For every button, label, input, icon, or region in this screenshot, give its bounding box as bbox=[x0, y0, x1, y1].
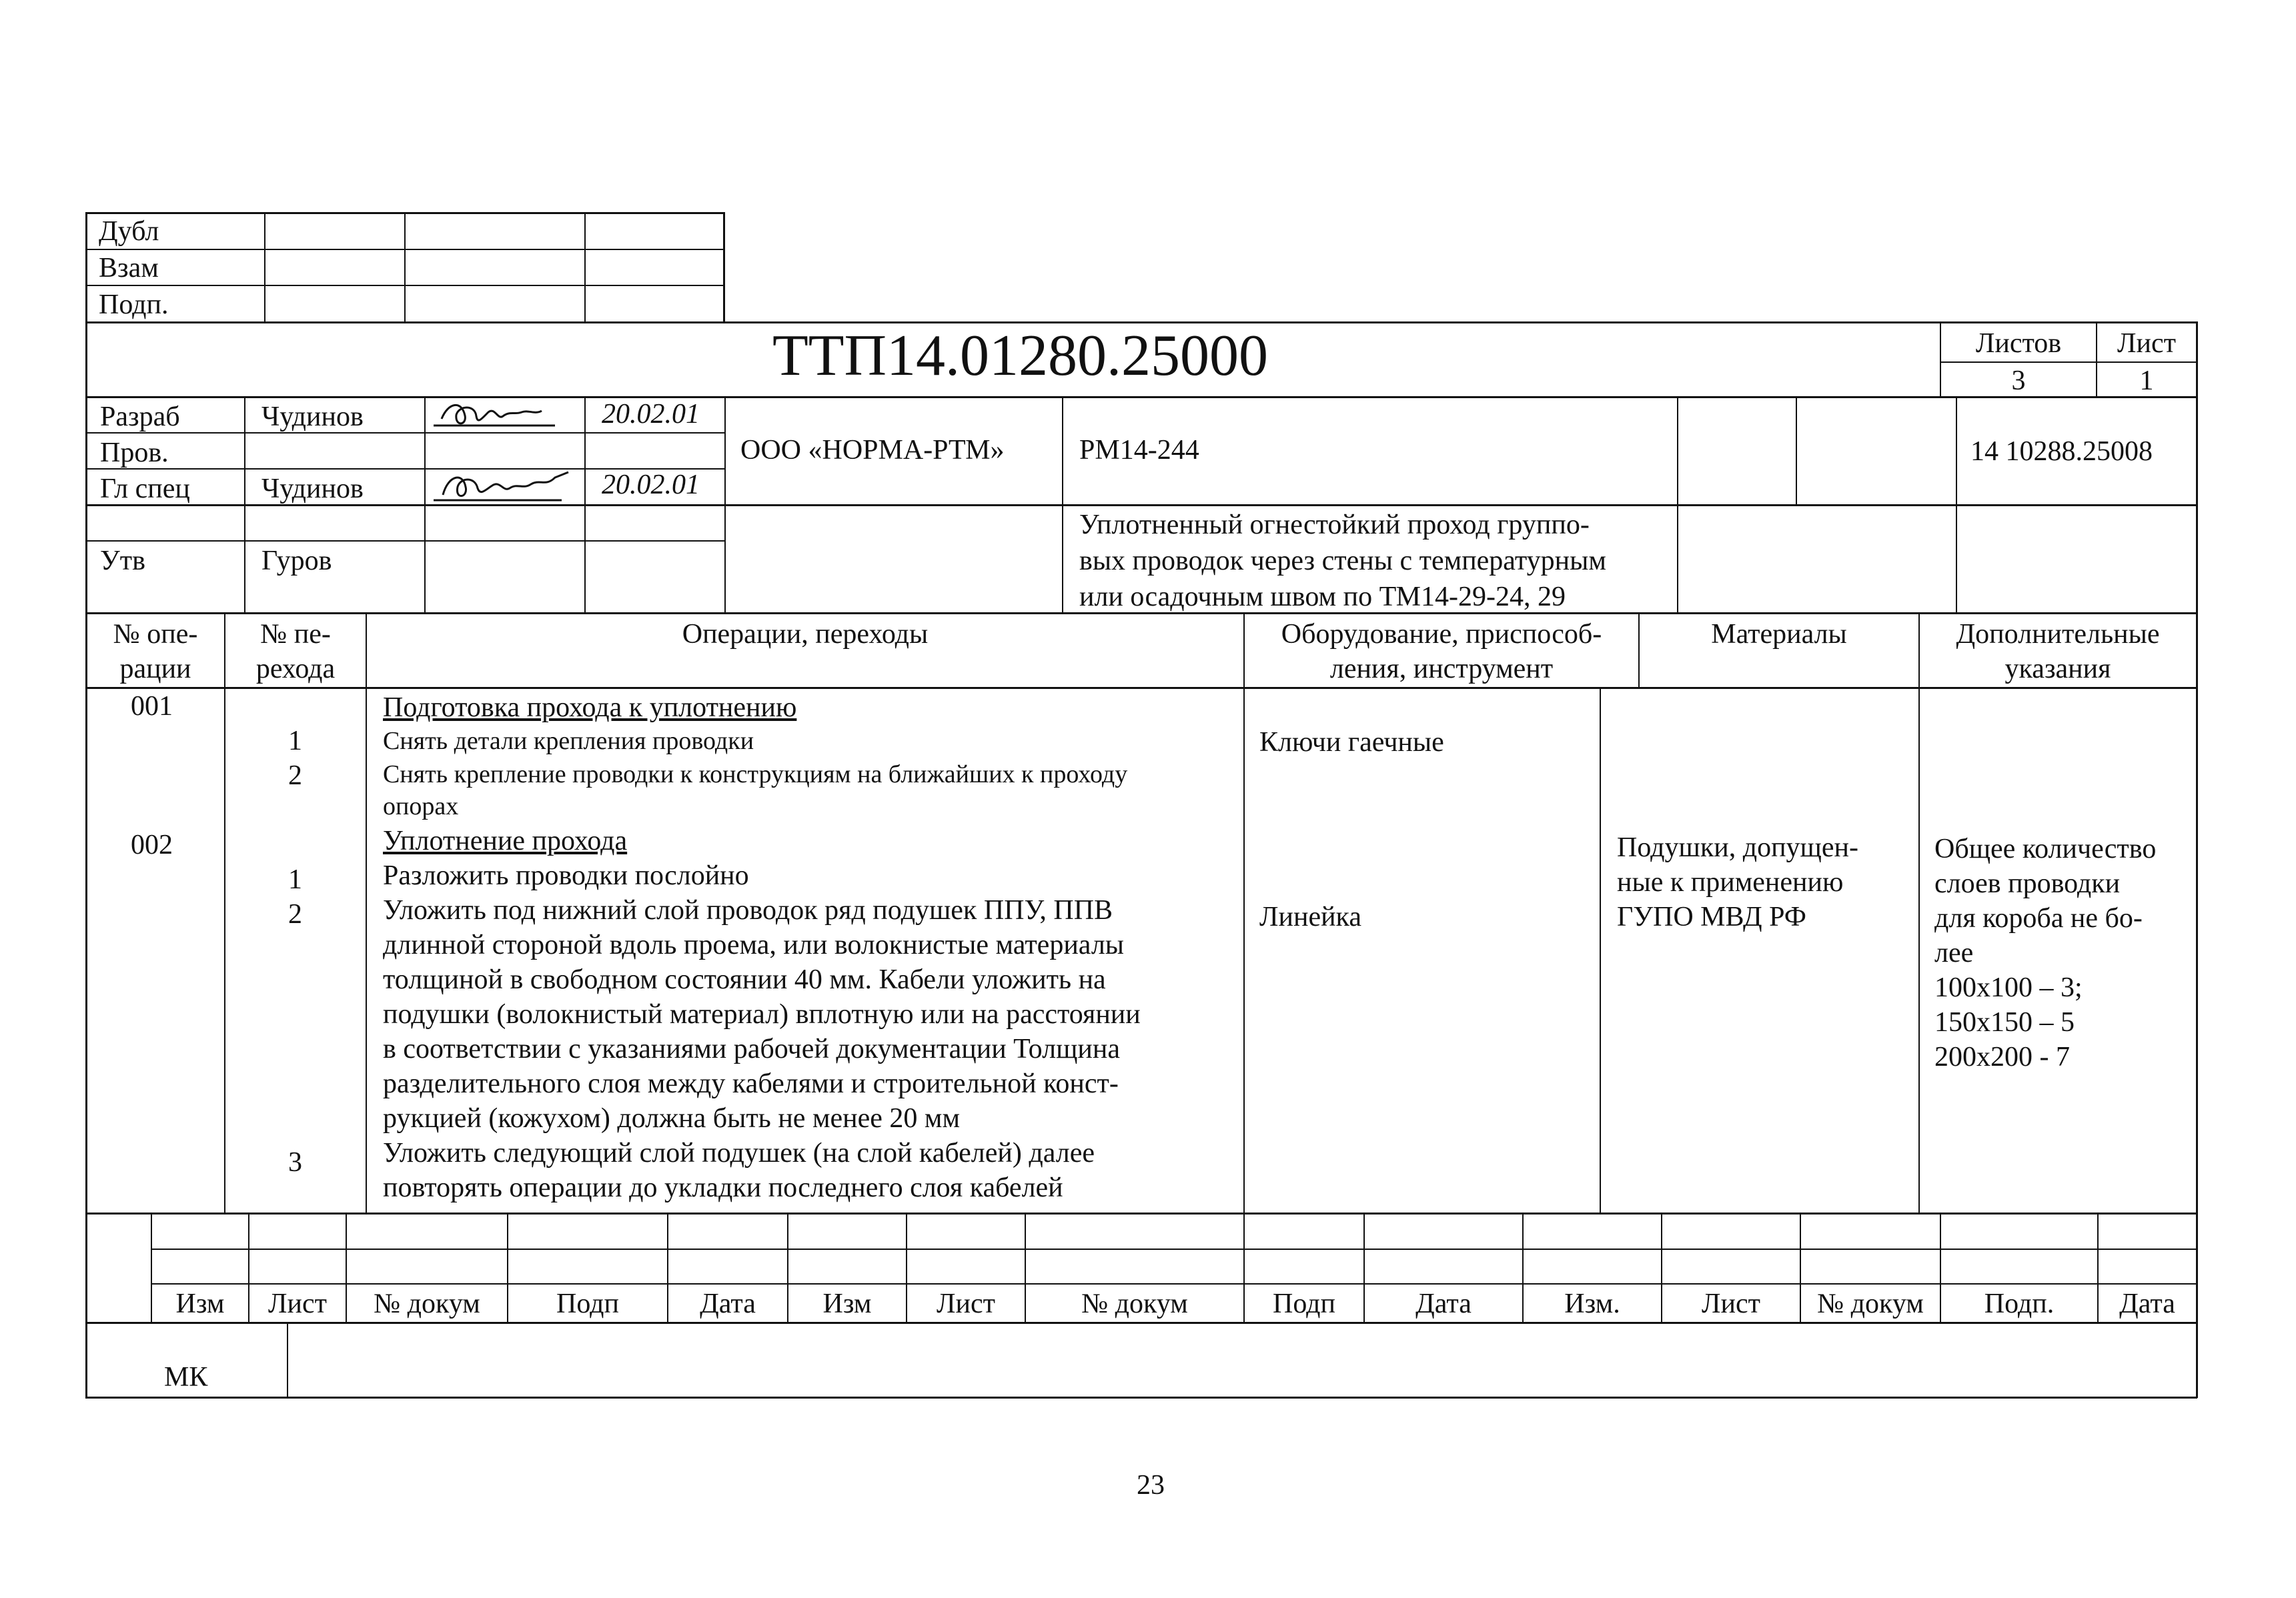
footer-label: № докум bbox=[1817, 1289, 1924, 1319]
header-step-no: рехода bbox=[255, 654, 336, 684]
sheet-label: Лист bbox=[2117, 328, 2176, 359]
footer-label: Изм. bbox=[1564, 1289, 1620, 1319]
operation-line: разделительного слоя между кабелями и строительной конст- bbox=[383, 1068, 1119, 1099]
header-op-no: № опе- bbox=[113, 619, 198, 650]
sheets-total-value: 3 bbox=[2011, 365, 2026, 396]
footer-label: Подп bbox=[1273, 1289, 1335, 1319]
operation-line: в соответствии с указаниями рабочей документации Толщина bbox=[383, 1034, 1121, 1064]
operation-line: подушки (волокнистый материал) вплотную или на расстоянии bbox=[383, 999, 1141, 1030]
operation-line: Снять крепление проводки к конструкциям на ближайших к проходу bbox=[383, 760, 1128, 788]
operation-line: повторять операции до укладки последнего слоя кабелей bbox=[383, 1172, 1063, 1203]
organization-name: ООО «НОРМА-РТМ» bbox=[740, 435, 1005, 466]
document-title-line: вых проводок через стены с температурным bbox=[1079, 546, 1606, 576]
header-operations: Операции, переходы bbox=[682, 619, 929, 650]
form-label: МК bbox=[164, 1362, 208, 1393]
step-number: 2 bbox=[288, 760, 302, 791]
approval-name: Чудинов bbox=[261, 474, 364, 504]
approval-role: Пров. bbox=[100, 438, 169, 468]
footer-label: Подп bbox=[556, 1289, 619, 1319]
notes-line: для короба не бо- bbox=[1934, 903, 2143, 934]
header-equipment: Оборудование, приспособ- bbox=[1281, 619, 1602, 650]
footer-label: Лист bbox=[268, 1289, 327, 1319]
footer-label: Изм bbox=[175, 1289, 225, 1319]
equipment-item: Ключи гаечные bbox=[1259, 727, 1444, 758]
operation-line: Снять детали крепления проводки bbox=[383, 727, 754, 755]
sheets-total-label: Листов bbox=[1975, 328, 2062, 359]
approval-role: Разраб bbox=[100, 402, 180, 432]
stamp-vzam-label: Взам bbox=[99, 253, 159, 283]
operation-line: длинной стороной вдоль проема, или волокнистые материалы bbox=[383, 930, 1124, 960]
notes-line: лее bbox=[1934, 938, 1974, 968]
header-step-no: № пе- bbox=[260, 619, 331, 650]
footer-label: Дата bbox=[2119, 1289, 2175, 1319]
step-number: 3 bbox=[288, 1147, 302, 1178]
header-materials: Материалы bbox=[1711, 619, 1847, 650]
rm-code: РМ14-244 bbox=[1079, 435, 1199, 466]
operation-number: 001 bbox=[131, 691, 173, 722]
sheet-value: 1 bbox=[2139, 365, 2154, 396]
operation-title: Подготовка прохода к уплотнению bbox=[383, 692, 797, 723]
document-title-line: или осадочным швом по ТМ14-29-24, 29 bbox=[1079, 582, 1566, 612]
notes-line: 150x150 – 5 bbox=[1934, 1007, 2075, 1038]
approval-role: Гл спец bbox=[100, 474, 190, 504]
step-number: 2 bbox=[288, 899, 302, 930]
stamp-dubl-label: Дубл bbox=[99, 216, 159, 247]
operation-line: Разложить проводки послойно bbox=[383, 860, 749, 891]
notes-line: слоев проводки bbox=[1934, 868, 2121, 899]
operation-line: толщиной в свободном состоянии 40 мм. Кабели уложить на bbox=[383, 964, 1106, 995]
footer-label: Подп. bbox=[1984, 1289, 2055, 1319]
materials-line: ные к применению bbox=[1617, 867, 1844, 898]
materials-line: Подушки, допущен- bbox=[1617, 832, 1859, 863]
equipment-item: Линейка bbox=[1259, 902, 1361, 932]
step-number: 1 bbox=[288, 726, 302, 756]
operation-number: 002 bbox=[131, 830, 173, 860]
operation-title: Уплотнение прохода bbox=[383, 826, 628, 856]
operation-line: Уложить следующий слой подушек (на слой кабелей) далее bbox=[383, 1138, 1095, 1168]
notes-line: 100x100 – 3; bbox=[1934, 972, 2083, 1003]
document-code: ТТП14.01280.25000 bbox=[772, 323, 1269, 388]
approval-date: 20.02.01 bbox=[602, 470, 700, 500]
header-equipment: ления, инструмент bbox=[1329, 654, 1554, 684]
right-code: 14 10288.25008 bbox=[1970, 436, 2153, 467]
operation-line: рукцией (кожухом) должна быть не менее 20 мм bbox=[383, 1103, 961, 1134]
footer-label: № докум bbox=[1081, 1289, 1188, 1319]
footer-label: Лист bbox=[937, 1289, 995, 1319]
approval-name: Гуров bbox=[261, 546, 332, 576]
step-number: 1 bbox=[288, 864, 302, 895]
document-title-line: Уплотненный огнестойкий проход группо- bbox=[1079, 510, 1590, 540]
approval-name: Чудинов bbox=[261, 402, 364, 432]
header-notes: Дополнительные bbox=[1956, 619, 2160, 650]
header-notes: указания bbox=[2004, 654, 2111, 684]
footer-label: Изм bbox=[822, 1289, 872, 1319]
footer-label: Лист bbox=[1702, 1289, 1760, 1319]
signature-image bbox=[428, 399, 582, 432]
notes-line: Общее количество bbox=[1934, 834, 2157, 864]
page-number: 23 bbox=[1137, 1470, 1165, 1501]
footer-label: № докум bbox=[374, 1289, 480, 1319]
materials-line: ГУПО МВД РФ bbox=[1617, 902, 1806, 932]
stamp-podp-label: Подп. bbox=[99, 289, 169, 320]
operation-line: Уложить под нижний слой проводок ряд подушек ППУ, ППВ bbox=[383, 895, 1113, 926]
footer-label: Дата bbox=[1415, 1289, 1472, 1319]
approval-date: 20.02.01 bbox=[602, 399, 700, 430]
footer-label: Дата bbox=[700, 1289, 756, 1319]
operation-line: опорах bbox=[383, 792, 459, 820]
notes-line: 200x200 - 7 bbox=[1934, 1042, 2070, 1072]
signature-image bbox=[428, 470, 582, 506]
header-op-no: рации bbox=[119, 654, 191, 684]
approval-role: Утв bbox=[100, 546, 145, 576]
